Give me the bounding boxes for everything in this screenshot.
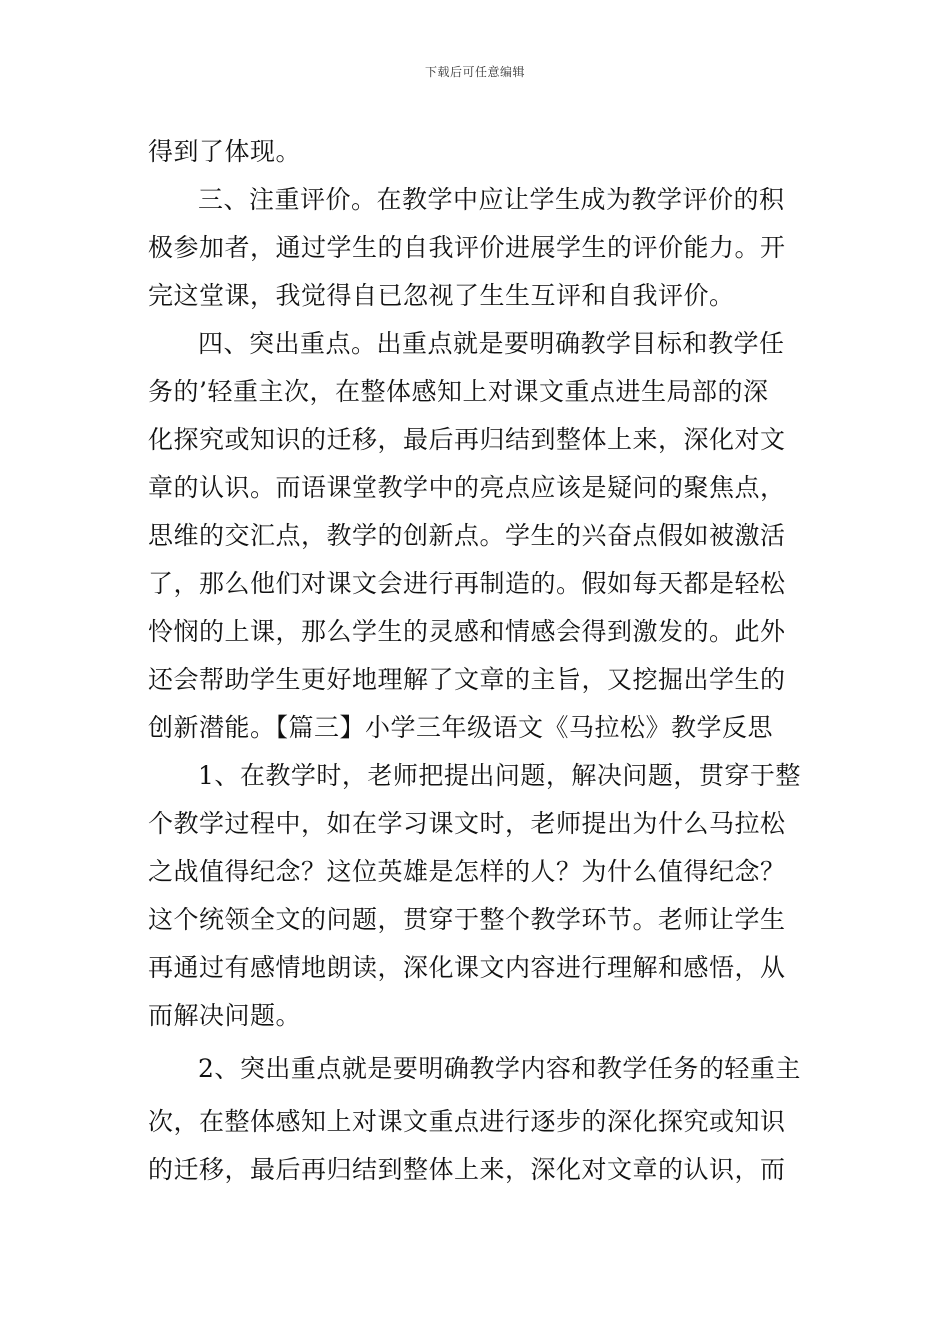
text-line: 次，在整体感知上对课文重点进行逐步的深化探究或知识 (148, 1107, 786, 1136)
paragraph-start-line: 三、注重评价。在教学中应让学生成为教学评价的积 (198, 185, 785, 214)
text-line: 而解决问题。 (148, 1001, 302, 1030)
text-line: 再通过有感情地朗读，深化课文内容进行理解和感悟，从 (148, 953, 786, 982)
paragraph-start-line: 1、在教学时，老师把提出问题，解决问题，贯穿于整 (198, 761, 801, 790)
text-line: 章的认识。而语课堂教学中的亮点应该是疑问的聚焦点， (148, 473, 786, 502)
text-line: 务的’轻重主次，在整体感知上对课文重点进生局部的深 (148, 377, 769, 406)
text-line: 之战值得纪念？这位英雄是怎样的人？为什么值得纪念？ (148, 857, 786, 886)
text-line: 极参加者，通过学生的自我评价进展学生的评价能力。开 (148, 233, 786, 262)
text-line: 个教学过程中，如在学习课文时，老师提出为什么马拉松 (148, 809, 786, 838)
text-line: 了，那么他们对课文会进行再制造的。假如每天都是轻松 (148, 569, 786, 598)
page-header: 下载后可任意编辑 (424, 65, 525, 79)
text-line: 完这堂课，我觉得自已忽视了生生互评和自我评价。 (148, 281, 735, 310)
text-line: 这个统领全文的问题，贯穿于整个教学环节。老师让学生 (148, 905, 786, 934)
text-line: 的迁移，最后再归结到整体上来，深化对文章的认识，而 (148, 1155, 786, 1184)
text-line: 思维的交汇点，教学的创新点。学生的兴奋点假如被激活 (148, 521, 786, 550)
text-line: 得到了体现。 (148, 137, 302, 166)
text-line: 还会帮助学生更好地理解了文章的主旨，又挖掘出学生的 (148, 665, 786, 694)
text-line: 创新潜能。【篇三】小学三年级语文《马拉松》教学反思 (148, 713, 774, 742)
paragraph-start-line: 2、突出重点就是要明确教学内容和教学任务的轻重主 (198, 1054, 801, 1083)
paragraph-start-line: 四、突出重点。出重点就是要明确教学目标和教学任 (198, 329, 785, 358)
body-text (148, 128, 806, 1194)
text-line: 怜悯的上课，那么学生的灵感和情感会得到激发的。此外 (148, 617, 786, 646)
text-line: 化探究或知识的迁移，最后再归结到整体上来，深化对文 (148, 425, 786, 454)
